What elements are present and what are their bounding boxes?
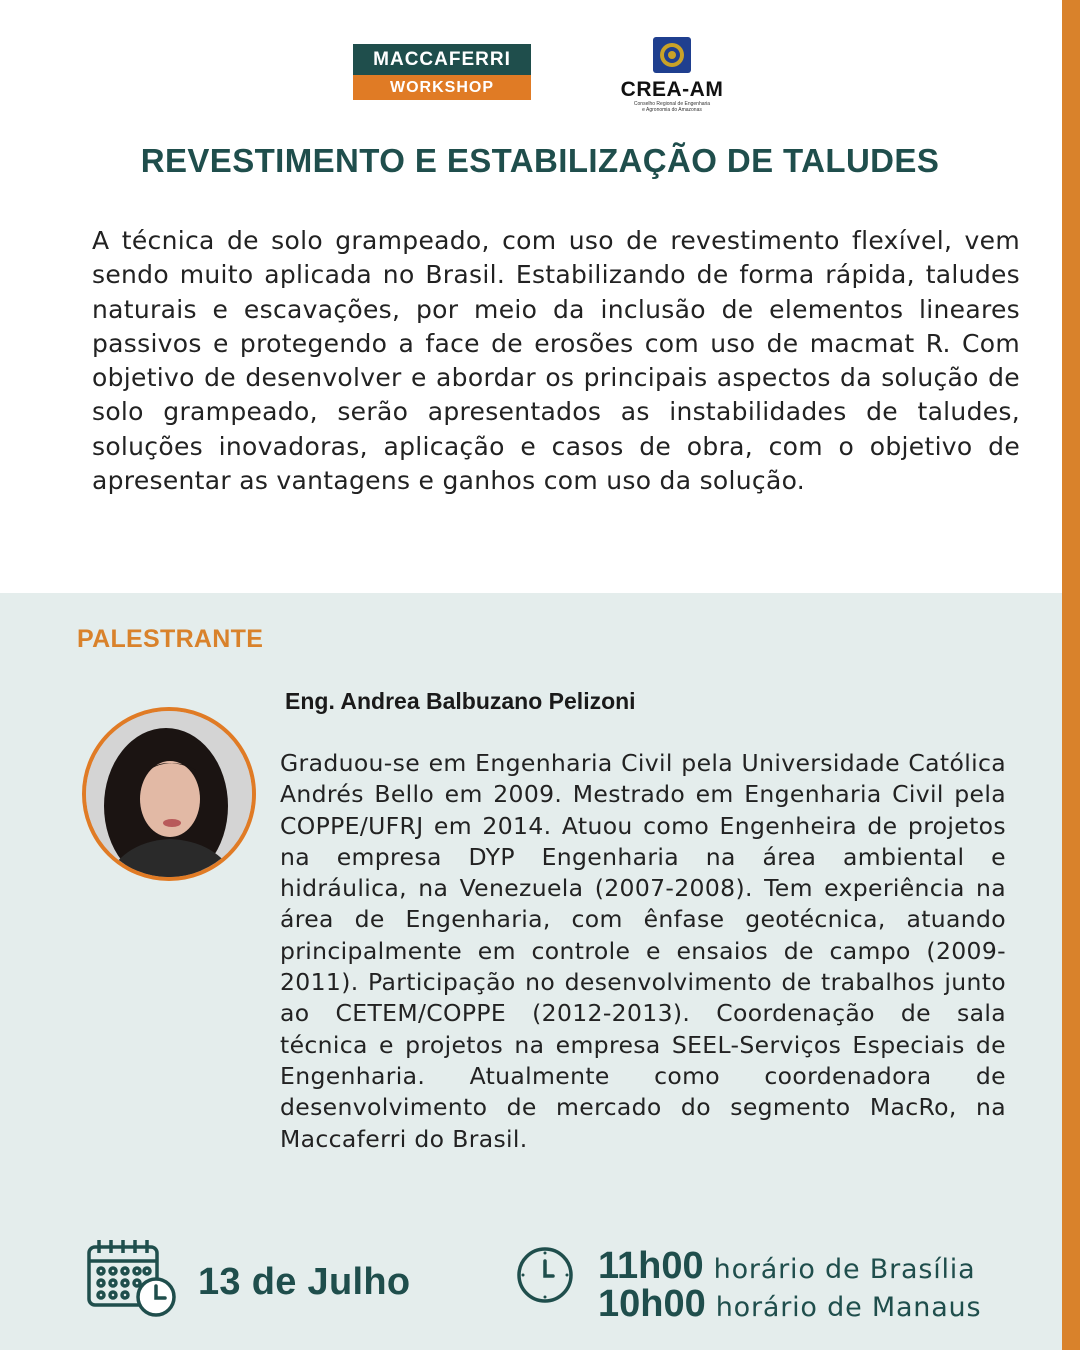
timezone-brasilia: horário de Brasília bbox=[713, 1254, 976, 1285]
calendar-clock-icon bbox=[85, 1237, 180, 1319]
speaker-avatar bbox=[82, 707, 256, 881]
time-row-brasilia bbox=[598, 1245, 975, 1285]
page-title: REVESTIMENTO E ESTABILIZAÇÃO DE TALUDES bbox=[140, 142, 940, 179]
timezone-manaus: horário de Manaus bbox=[715, 1292, 982, 1323]
crea-am-logo bbox=[612, 36, 732, 112]
event-date: 13 de Julho bbox=[198, 1261, 411, 1303]
maccaferri-logo-top: MACCAFERRI bbox=[353, 44, 531, 75]
speaker-portrait-icon bbox=[86, 711, 252, 877]
crea-logo-name: CREA-AM bbox=[620, 78, 724, 101]
time-brasilia: 11h00 bbox=[598, 1245, 704, 1287]
crea-logo-subtitle-1: Conselho Regional de Engenharia bbox=[633, 101, 711, 107]
clock-icon bbox=[515, 1245, 575, 1305]
crea-logo-subtitle-2: e Agronomia do Amazonas bbox=[642, 107, 702, 113]
speaker-bio: Graduou-se em Engenharia Civil pela Universidade Católica Andrés Bello em 2009. Mestrado em Engenharia Civil pela COPPE/UFRJ em 2014. Atuou como Engenheira de projetos na empresa DYP Engenharia na área ambiental e hidráulica, na Venezuela (2007-2008). Tem experiência na área de Engenharia, com ênfase geotécnica, atuando principalmente em controle e ensaios de campo (2009-2011). Participação no desenvolvimento de trabalhos junto ao CETEM/COPPE (2012-2013). Coordenação de sala técnica e projetos na empresa SEEL-Serviços Especiais de Engenharia. Atualmente como coordenadora de desenvolvimento de mercado do segmento MacRo, na Maccaferri do Brasil. bbox=[280, 749, 1006, 1153]
orange-side-bar bbox=[1062, 0, 1080, 1350]
crea-seal-icon bbox=[652, 36, 692, 74]
time-manaus: 10h00 bbox=[598, 1283, 706, 1325]
maccaferri-logo-bottom: WORKSHOP bbox=[353, 75, 531, 100]
maccaferri-workshop-logo bbox=[353, 44, 531, 100]
intro-paragraph: A técnica de solo grampeado, com uso de revestimento flexível, vem sendo muito aplicada no Brasil. Estabilizando de forma rápida, taludes naturais e escavações, por meio da inclusão de elementos lineares passivos e protegendo a face de erosões com uso de macmat R. Com objetivo de desenvolver e abordar os principais aspectos da solução de solo grampeado, serão apresentados as instabilidades de taludes, soluções inovadoras, aplicação e casos de obra, com o objetivo de apresentar as vantagens e ganhos com uso da solução. bbox=[92, 226, 1020, 496]
speaker-section-label: PALESTRANTE bbox=[77, 625, 264, 653]
speaker-name: Eng. Andrea Balbuzano Pelizoni bbox=[285, 688, 636, 714]
time-row-manaus bbox=[598, 1283, 981, 1323]
